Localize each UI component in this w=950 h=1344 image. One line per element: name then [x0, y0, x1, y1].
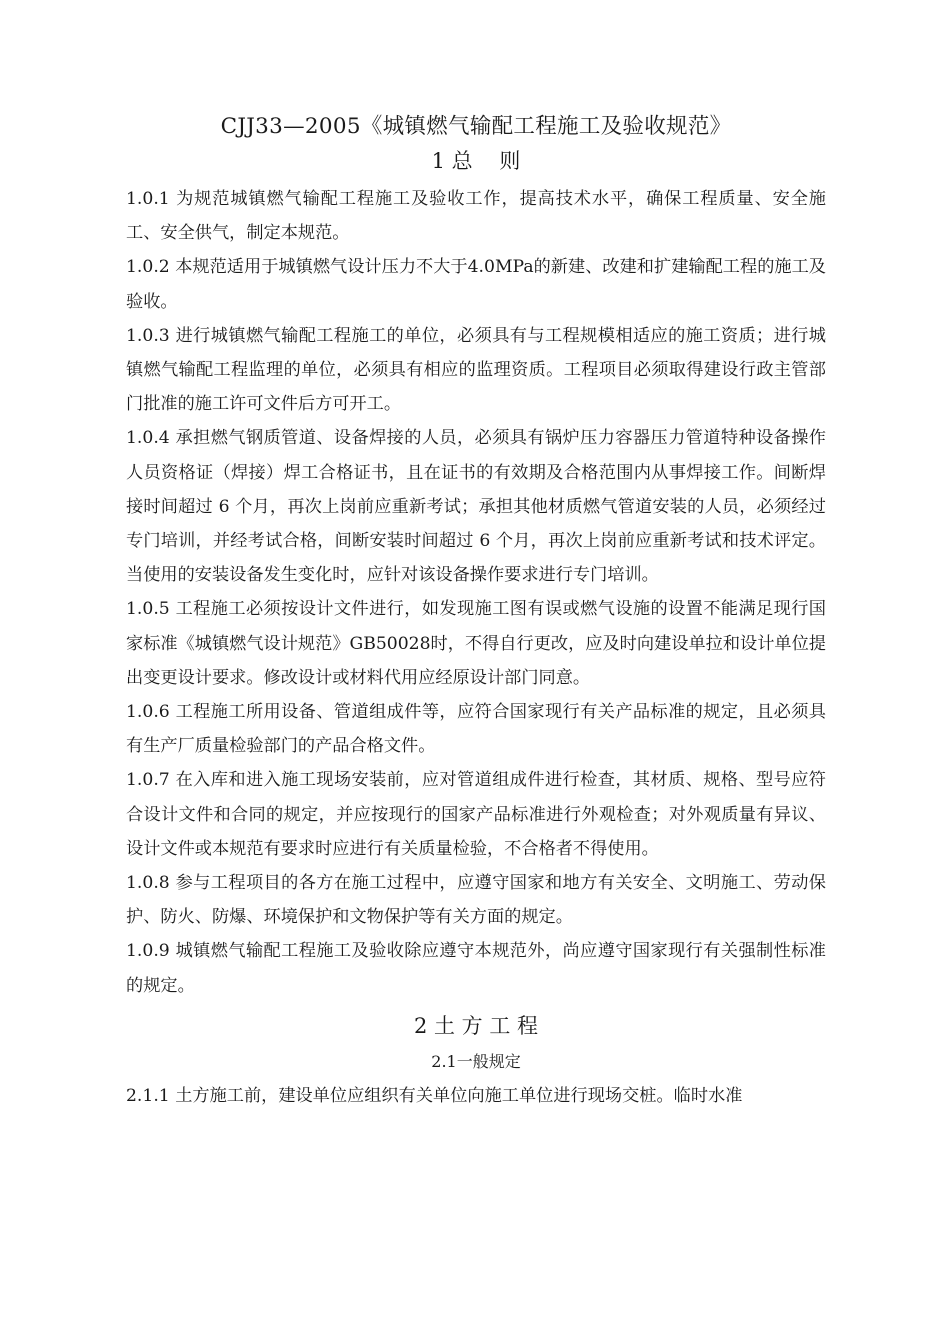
clause-1-0-3: 1.0.3 进行城镇燃气输配工程施工的单位，必须具有与工程规模相适应的施工资质；进行城镇燃气输配工程监理的单位，必须具有相应的监理资质。工程项目必须取得建设行政主管部门批准的施工许可文件后方可开工。: [126, 325, 826, 415]
clause-1-0-5: 1.0.5 工程施工必须按设计文件进行，如发现施工图有误或燃气设施的设置不能满足现行国家标准《城镇燃气设计规范》GB50028时，不得自行更改，应及时向建设单拉和设计单位提出变更设计要求。修改设计或材料代用应经原设计部门同意。: [126, 599, 826, 688]
chapter-1-heading: 1 总 则: [431, 149, 521, 173]
clause-2-1-1: 2.1.1 土方施工前，建设单位应组织有关单位向施工单位进行现场交桩。临时水准: [126, 1085, 743, 1106]
clause-1-0-9: 1.0.9 城镇燃气输配工程施工及验收除应遵守本规范外，尚应遵守国家现行有关强制性标准的规定。: [126, 941, 826, 996]
clause-1-0-6: 1.0.6 工程施工所用设备、管道组成件等，应符合国家现行有关产品标准的规定，且必须具有生产厂质量检验部门的产品合格文件。: [126, 702, 826, 757]
section-2-1-heading: 2.1一般规定: [431, 1051, 521, 1071]
document-page: [126, 110, 826, 1113]
clause-1-0-1: 1.0.1 为规范城镇燃气输配工程施工及验收工作，提高技术水平，确保工程质量、安全施工、安全供气，制定本规范。: [126, 189, 826, 244]
chapter-1-body: [126, 182, 826, 1003]
document-title: CJJ33—2005《城镇燃气输配工程施工及验收规范》: [220, 114, 732, 139]
clause-1-0-4: 1.0.4 承担燃气钢质管道、设备焊接的人员，必须具有锅炉压力容器压力管道特种设备操作人员资格证（焊接）焊工合格证书，且在证书的有效期及合格范围内从事焊接工作。间断焊接时间超过 6 个月，再次上岗前应重新考试；承担其他材质燃气管道安装的人员，必须经过专门培训，并经考试合格，间断安装时间超过 6 个月，再次上岗前应重新考试和技术评定。当使用的安装设备发生变化时，应针对该设备操作要求进行专门培训。: [126, 428, 826, 586]
clause-1-0-7: 1.0.7 在入库和进入施工现场安装前，应对管道组成件进行检查，其材质、规格、型号应符合设计文件和合同的规定，并应按现行的国家产品标准进行外观检查；对外观质量有异议、设计文件或本规范有要求时应进行有关质量检验，不合格者不得使用。: [126, 770, 826, 859]
clause-1-0-8: 1.0.8 参与工程项目的各方在施工过程中，应遵守国家和地方有关安全、文明施工、劳动保护、防火、防爆、环境保护和文物保护等有关方面的规定。: [126, 873, 826, 928]
chapter-2-heading: 2 土 方 工 程: [413, 1013, 539, 1038]
chapter-2-body: [126, 1079, 826, 1113]
clause-1-0-2: 1.0.2 本规范适用于城镇燃气设计压力不大于4.0MPa的新建、改建和扩建输配工程的施工及验收。: [126, 257, 826, 312]
